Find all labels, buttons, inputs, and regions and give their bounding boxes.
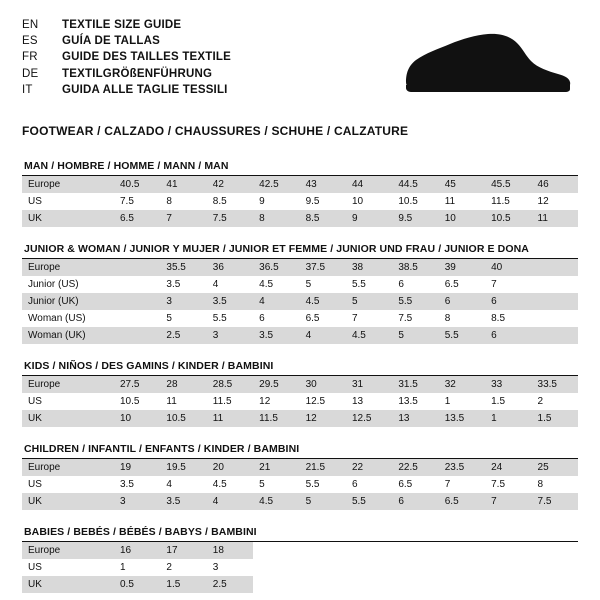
language-title: TEXTILE SIZE GUIDE — [62, 19, 182, 31]
dress-shoe-icon — [392, 22, 572, 100]
cell — [114, 293, 160, 310]
table-row — [22, 576, 578, 593]
language-title-list — [22, 18, 231, 99]
group-title: BABIES / BEBÉS / BÉBÉS / BABYS / BAMBINI — [22, 526, 578, 542]
cell: 6.5 — [444, 279, 459, 290]
language-title-list-body — [22, 18, 231, 99]
cell: 3.5 — [207, 293, 253, 310]
cell: 31.5 — [392, 376, 438, 393]
category-title: FOOTWEAR / CALZADO / CHAUSSURES / SCHUHE / CALZATURE — [22, 124, 409, 138]
cell: 13 — [351, 396, 364, 407]
size-table-body — [22, 542, 578, 593]
cell: 1.5 — [491, 396, 506, 407]
cell — [485, 542, 531, 559]
cell: 33 — [485, 376, 531, 393]
cell: 8 — [253, 210, 299, 227]
cell: 46 — [532, 176, 578, 193]
cell: 9 — [259, 196, 265, 207]
cell: 1 — [485, 410, 531, 427]
cell: 12.5 — [305, 396, 326, 407]
cell: 5.5 — [346, 493, 392, 510]
language-row — [22, 83, 231, 99]
language-title: GUIDA ALLE TAGLIE TESSILI — [62, 83, 228, 96]
cell: 6 — [439, 293, 485, 310]
cell — [114, 276, 160, 293]
cell: 7 — [351, 313, 358, 324]
cell — [532, 327, 578, 344]
table-row — [22, 559, 578, 576]
cell: 45.5 — [485, 176, 531, 193]
cell: 5.5 — [392, 293, 438, 310]
cell: 4.5 — [346, 327, 392, 344]
cell: 21 — [253, 459, 299, 476]
cell — [532, 542, 578, 559]
cell: 8.5 — [212, 196, 227, 207]
cell — [253, 576, 299, 593]
table-row — [22, 176, 578, 193]
cell: 5.5 — [439, 327, 485, 344]
cell: 5 — [346, 293, 392, 310]
cell: 17 — [160, 542, 206, 559]
group-title: CHILDREN / INFANTIL / ENFANTS / KINDER / BAMBINI — [22, 443, 578, 459]
group-title: KIDS / NIÑOS / DES GAMINS / KINDER / BAMBINI — [22, 360, 578, 376]
cell — [392, 576, 438, 593]
cell: 11 — [444, 196, 456, 207]
cell: 25 — [532, 459, 578, 476]
cell: 1.5 — [160, 576, 206, 593]
cell: 22.5 — [392, 459, 438, 476]
cell: 39 — [439, 259, 485, 276]
row-label: Europe — [22, 259, 114, 276]
cell: 13.5 — [398, 396, 418, 407]
cell — [346, 559, 392, 576]
cell: 4.5 — [253, 493, 299, 510]
cell — [392, 559, 438, 576]
cell: 12 — [300, 410, 346, 427]
cell: 1 — [120, 562, 126, 573]
cell: 6.5 — [398, 479, 413, 490]
cell: 19 — [114, 459, 160, 476]
row-label: Europe — [22, 376, 114, 393]
cell: 41 — [160, 176, 206, 193]
cell: 38.5 — [392, 259, 438, 276]
cell: 6 — [259, 313, 265, 324]
cell: 5 — [166, 313, 172, 324]
size-group-kids — [22, 360, 578, 427]
cell: 10 — [351, 196, 364, 207]
cell: 3 — [212, 562, 219, 573]
size-groups — [0, 138, 600, 593]
table-row — [22, 393, 578, 410]
cell: 11 — [166, 396, 177, 407]
cell: 7 — [160, 210, 206, 227]
cell: 5 — [392, 327, 438, 344]
group-title: JUNIOR & WOMAN / JUNIOR Y MUJER / JUNIOR ET FEMME / JUNIOR UND FRAU / JUNIOR E DONA — [22, 243, 578, 259]
language-row — [22, 34, 231, 50]
cell: 4 — [166, 479, 172, 490]
cell: 7.5 — [207, 210, 253, 227]
cell — [114, 327, 160, 344]
size-group-man — [22, 160, 578, 227]
group-title: MAN / HOMBRE / HOMME / MANN / MAN — [22, 160, 578, 176]
cell: 4.5 — [259, 279, 274, 290]
cell: 1 — [444, 396, 451, 407]
cell: 37.5 — [300, 259, 346, 276]
table-row — [22, 210, 578, 227]
language-code: IT — [22, 83, 33, 96]
cell: 6 — [485, 327, 531, 344]
cell: 4 — [300, 327, 346, 344]
cell: 3 — [160, 293, 206, 310]
cell: 7 — [444, 479, 451, 490]
table-row — [22, 542, 578, 559]
language-title: GUIDE DES TAILLES TEXTILE — [62, 51, 231, 64]
cell: 32 — [439, 376, 485, 393]
cell: 27.5 — [114, 376, 160, 393]
cell: 4 — [207, 493, 253, 510]
cell: 36.5 — [253, 259, 299, 276]
cell — [392, 542, 438, 559]
cell: 35.5 — [160, 259, 206, 276]
table-row — [22, 493, 578, 510]
cell — [346, 576, 392, 593]
size-table — [22, 542, 578, 593]
cell: 23.5 — [439, 459, 485, 476]
language-row — [22, 18, 231, 34]
cell: 12.5 — [346, 410, 392, 427]
language-code: DE — [22, 67, 39, 80]
size-group-babies — [22, 526, 578, 593]
cell: 6 — [398, 279, 404, 290]
table-row — [22, 310, 578, 327]
cell: 11 — [207, 410, 253, 427]
cell: 5 — [300, 493, 346, 510]
cell: 2 — [537, 396, 544, 407]
cell: 3 — [114, 493, 160, 510]
cell: 42 — [207, 176, 253, 193]
cell: 20 — [207, 459, 253, 476]
row-label: Woman (UK) — [22, 327, 114, 344]
cell — [532, 559, 578, 576]
cell: 42.5 — [253, 176, 299, 193]
language-code: ES — [22, 35, 38, 48]
table-row — [22, 293, 578, 310]
size-group-junior-woman — [22, 243, 578, 344]
cell: 9 — [346, 210, 392, 227]
cell — [439, 559, 485, 576]
cell: 30 — [300, 376, 346, 393]
row-label: US — [28, 562, 42, 573]
row-label: Europe — [22, 459, 114, 476]
cell: 7 — [491, 279, 497, 290]
cell: 1.5 — [532, 410, 578, 427]
cell: 7 — [485, 493, 531, 510]
size-table-body — [22, 259, 578, 344]
row-label: UK — [22, 410, 114, 427]
cell: 36 — [207, 259, 253, 276]
size-table — [22, 376, 578, 427]
cell: 7.5 — [491, 479, 506, 490]
table-row — [22, 193, 578, 210]
cell — [253, 559, 299, 576]
cell: 3.5 — [253, 327, 299, 344]
cell: 40.5 — [114, 176, 160, 193]
cell: 6.5 — [305, 313, 320, 324]
cell: 38 — [346, 259, 392, 276]
cell: 2.5 — [160, 327, 206, 344]
cell: 45 — [439, 176, 485, 193]
cell: 8 — [166, 196, 172, 207]
cell: 5 — [259, 479, 265, 490]
cell: 6.5 — [439, 493, 485, 510]
row-label: UK — [22, 210, 114, 227]
row-label: US — [28, 479, 42, 490]
cell: 4.5 — [212, 479, 227, 490]
cell: 6 — [485, 293, 531, 310]
row-label: UK — [22, 493, 114, 510]
cell: 3 — [207, 327, 253, 344]
cell — [532, 576, 578, 593]
cell: 18 — [207, 542, 253, 559]
row-label: Junior (UK) — [22, 293, 114, 310]
cell: 11.5 — [491, 196, 510, 207]
cell: 4.5 — [300, 293, 346, 310]
table-row — [22, 459, 578, 476]
cell: 9.5 — [305, 196, 320, 207]
cell: 10.5 — [120, 396, 140, 407]
cell: 5.5 — [305, 479, 320, 490]
cell: 33.5 — [532, 376, 578, 393]
cell: 10 — [439, 210, 485, 227]
cell — [485, 559, 531, 576]
cell — [532, 276, 578, 293]
cell — [300, 576, 346, 593]
row-label: UK — [22, 576, 114, 593]
language-row — [22, 67, 231, 83]
cell: 7.5 — [532, 493, 578, 510]
cell: 40 — [485, 259, 531, 276]
cell — [114, 259, 160, 276]
cell: 8 — [444, 313, 451, 324]
cell: 21.5 — [300, 459, 346, 476]
size-table — [22, 176, 578, 227]
cell: 12 — [259, 396, 271, 407]
cell: 28 — [160, 376, 206, 393]
cell — [532, 293, 578, 310]
cell: 29.5 — [253, 376, 299, 393]
cell — [300, 559, 346, 576]
cell: 7.5 — [398, 313, 413, 324]
cell: 3.5 — [166, 279, 181, 290]
cell: 9.5 — [392, 210, 438, 227]
cell: 11.5 — [253, 410, 299, 427]
language-code: EN — [22, 19, 39, 31]
cell: 12 — [537, 196, 549, 207]
cell: 2.5 — [207, 576, 253, 593]
language-code: FR — [22, 51, 38, 64]
cell: 5.5 — [212, 313, 227, 324]
table-row — [22, 327, 578, 344]
cell: 44.5 — [392, 176, 438, 193]
document-header — [0, 0, 600, 110]
size-group-children — [22, 443, 578, 510]
language-title: GUÍA DE TALLAS — [62, 35, 160, 48]
cell — [253, 542, 299, 559]
cell: 3.5 — [120, 479, 134, 490]
table-row — [22, 376, 578, 393]
language-row — [22, 50, 231, 66]
cell: 6.5 — [114, 210, 160, 227]
cell: 13.5 — [439, 410, 485, 427]
cell: 4 — [253, 293, 299, 310]
cell: 4 — [212, 279, 219, 290]
size-table — [22, 459, 578, 510]
cell: 16 — [114, 542, 160, 559]
cell — [485, 576, 531, 593]
cell — [532, 259, 578, 276]
table-row — [22, 476, 578, 493]
cell: 44 — [346, 176, 392, 193]
cell: 10.5 — [398, 196, 418, 207]
cell: 13 — [392, 410, 438, 427]
cell — [532, 310, 578, 327]
cell: 5.5 — [351, 279, 366, 290]
cell: 7.5 — [120, 196, 134, 207]
row-label: Junior (US) — [28, 279, 79, 290]
cell: 11.5 — [212, 396, 232, 407]
row-label: US — [28, 396, 42, 407]
cell: 19.5 — [160, 459, 206, 476]
cell — [346, 542, 392, 559]
row-label: Europe — [22, 176, 114, 193]
cell: 22 — [346, 459, 392, 476]
cell: 6 — [392, 493, 438, 510]
cell: 10.5 — [160, 410, 206, 427]
cell: 5 — [305, 279, 312, 290]
cell: 6 — [351, 479, 358, 490]
size-table-body — [22, 176, 578, 227]
cell: 10.5 — [485, 210, 531, 227]
language-title: TEXTILGRÖßENFÜHRUNG — [62, 67, 213, 80]
table-row — [22, 276, 578, 293]
row-label: US — [28, 196, 42, 207]
table-row — [22, 259, 578, 276]
cell — [300, 542, 346, 559]
cell: 10 — [114, 410, 160, 427]
cell: 11 — [532, 210, 578, 227]
cell: 2 — [166, 562, 172, 573]
cell: 8 — [537, 479, 544, 490]
size-table-body — [22, 459, 578, 510]
size-table-body — [22, 376, 578, 427]
cell: 28.5 — [207, 376, 253, 393]
row-label: Woman (US) — [28, 313, 86, 324]
cell: 8.5 — [300, 210, 346, 227]
cell: 31 — [346, 376, 392, 393]
cell: 8.5 — [491, 313, 506, 324]
cell: 43 — [300, 176, 346, 193]
cell: 3.5 — [160, 493, 206, 510]
cell — [114, 310, 160, 327]
row-label: Europe — [22, 542, 114, 559]
cell — [439, 542, 485, 559]
cell — [439, 576, 485, 593]
cell: 0.5 — [114, 576, 160, 593]
cell: 24 — [485, 459, 531, 476]
table-row — [22, 410, 578, 427]
size-table — [22, 259, 578, 344]
